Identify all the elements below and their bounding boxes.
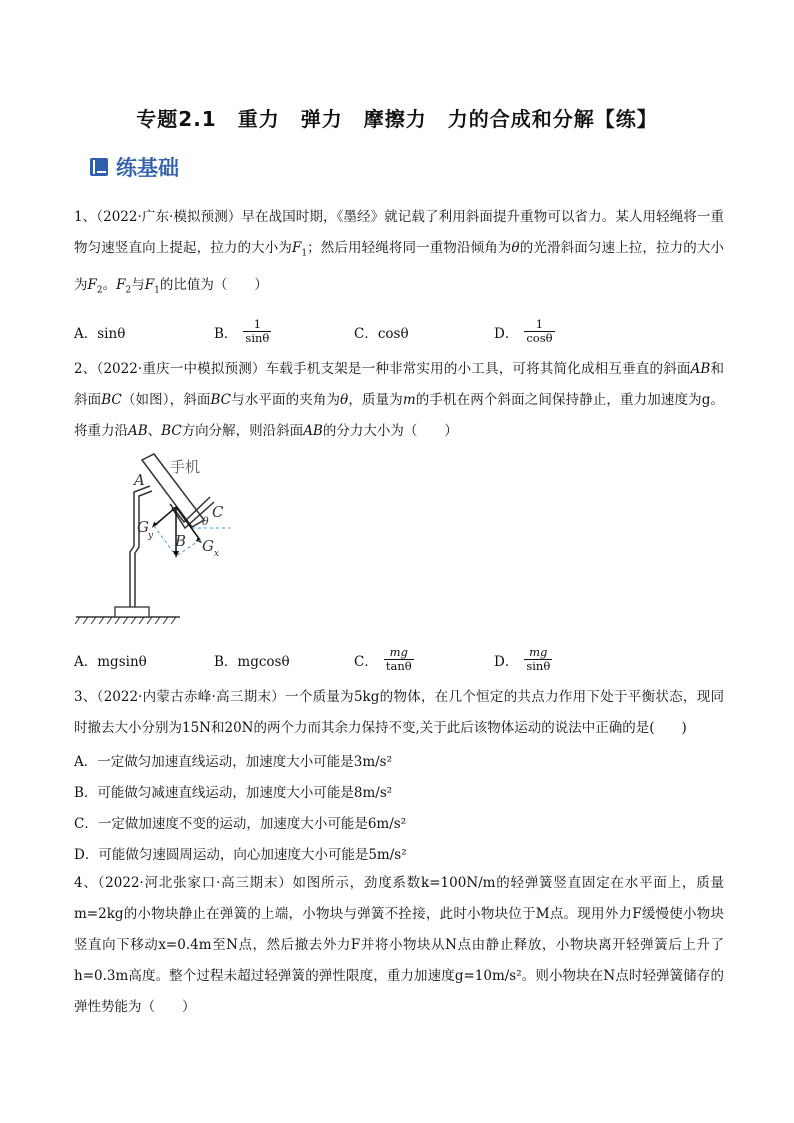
page-title: 专题2.1 重力 弹力 摩擦力 力的合成和分解【练】	[136, 107, 658, 131]
fig-label-a: A	[134, 471, 145, 489]
section-label: 练基础	[116, 156, 179, 180]
fig-label-theta: θ	[202, 515, 209, 528]
question-1-options	[74, 318, 724, 345]
question-3-option-a[interactable]: A．一定做匀加速直线运动，加速度大小可能是3m/s²	[74, 754, 393, 770]
section-header	[88, 152, 179, 182]
question-3-stem: 3、（2022·内蒙古赤峰·高三期末）一个质量为5kg的物体，在几个恒定的共点力作用下处于平衡状态，现同时撤去大小分别为15N和20N的两个力而其余力保持不变,关于此后该物体运动的说法中正确的是( )	[74, 689, 724, 736]
option-c[interactable]: C．cosθ	[354, 325, 409, 342]
book-icon	[88, 156, 110, 178]
option-d[interactable]: D． $\frac{mg}{\sin\theta}$	[494, 645, 551, 673]
question-3-option-d[interactable]: D．可能做匀速圆周运动，向心加速度大小可能是5m/s²	[74, 847, 407, 863]
question-1-stem: 1、（2022·广东·模拟预测）早在战国时期，《墨经》就记载了利用斜面提升重物可以省力。某人用轻绳将一重物匀速竖直向上提起，拉力的大小为$F_1$；然后用轻绳将同一重物沿倾角为θ的光滑斜面匀速上拉，拉力的大小为$F_2$。$F_2$与$F_1$的比值为（ ）	[74, 209, 724, 296]
fig-label-gy-sub: y	[148, 531, 154, 541]
question-2-options	[74, 646, 724, 673]
option-b[interactable]: B． $\frac{1}{\sin\theta}$	[214, 317, 270, 345]
question-3-option-c[interactable]: C．一定做加速度不变的运动，加速度大小可能是6m/s²	[74, 816, 407, 832]
question-3-option-b[interactable]: B．可能做匀减速直线运动，加速度大小可能是8m/s²	[74, 785, 393, 801]
option-c[interactable]: C． $\frac{mg}{\tan\theta}$	[354, 645, 412, 673]
option-d[interactable]: D． $\frac{1}{\cos\theta}$	[494, 317, 553, 345]
fig-label-phone: 手机	[170, 458, 201, 476]
question-2-stem: 2、（2022·重庆一中模拟预测）车载手机支架是一种非常实用的小工具，可将其简化成相互垂直的斜面AB和斜面BC（如图），斜面BC与水平面的夹角为θ，质量为m的手机在两个斜面之间保持静止，重力加速度为g。将重力沿AB、BC方向分解，则沿斜面AB的分力大小为（ ）	[74, 361, 725, 439]
fig-label-gx-sub: x	[214, 549, 220, 559]
option-a[interactable]: A．mgsinθ	[74, 653, 147, 670]
fig-label-gy: G	[137, 518, 149, 536]
option-a[interactable]: A．sinθ	[74, 325, 126, 342]
fig-label-c: C	[212, 503, 224, 521]
option-b[interactable]: B．mgcosθ	[214, 653, 290, 670]
phone-holder-figure	[72, 452, 242, 630]
fig-label-gx: G	[202, 537, 214, 555]
question-4-stem: 4、（2022·河北张家口·高三期末）如图所示，劲度系数k=100N/m的轻弹簧竖直固定在水平面上，质量m=2kg的小物块静止在弹簧的上端，小物块与弹簧不拴接，此时小物块位于M点。现用外力F缓慢使小物块竖直向下移动x=0.4m至N点，然后撤去外力F并将小物块从N点由静止释放，小物块离开轻弹簧后上升了h=0.3m高度。整个过程未超过轻弹簧的弹性限度，重力加速度g=10m/s²。则小物块在N点时轻弹簧储存的弹性势能为（ ）	[74, 875, 724, 1015]
fig-label-b: B	[175, 532, 187, 550]
